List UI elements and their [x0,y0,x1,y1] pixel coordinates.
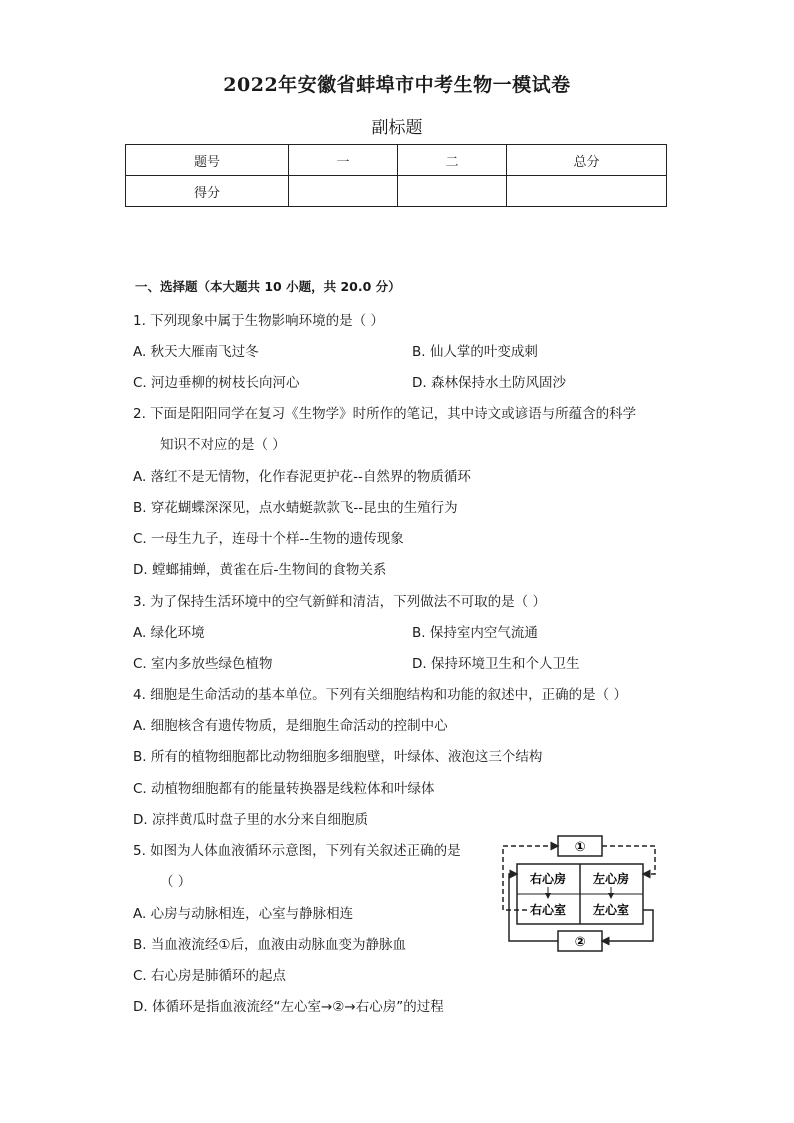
option: C. 一母生九子，连母十个样--生物的遗传现象 [133,531,404,547]
question-stem-continued: （ ） [160,874,192,890]
left-ventricle-label: 左心室 [592,903,630,917]
left-atrium-label: 左心房 [592,872,630,886]
table-cell: 总分 [507,145,667,176]
question-stem: 2. 下面是阳阳同学在复习《生物学》时所作的笔记，其中诗文或谚语与所蕴含的科学 [133,406,637,422]
option: A. 秋天大雁南飞过冬 [133,344,259,360]
table-cell: 题号 [126,145,289,176]
table-row [126,145,667,176]
score-input-cell [507,176,667,207]
option: C. 动植物细胞都有的能量转换器是线粒体和叶绿体 [133,781,435,797]
page-title: 2022年安徽省蚌埠市中考生物一模试卷 [223,74,571,96]
score-table [125,144,667,207]
option: D. 森林保持水土防风固沙 [412,375,566,391]
label-two: ② [574,935,586,950]
table-cell: 二 [398,145,507,176]
right-ventricle-label: 右心室 [529,903,567,917]
option: D. 螳螂捕蝉，黄雀在后-生物间的食物关系 [133,562,387,578]
table-cell: 得分 [126,176,289,207]
question-stem-continued: 知识不对应的是（ ） [160,437,286,453]
score-input-cell [398,176,507,207]
section-heading: 一、选择题（本大题共 10 小题，共 20.0 分） [135,279,401,294]
label-one: ① [574,840,586,855]
page-subtitle: 副标题 [371,118,423,138]
option: A. 落红不是无情物，化作春泥更护花--自然界的物质循环 [133,469,471,485]
question-stem: 3. 为了保持生活环境中的空气新鲜和清洁，下列做法不可取的是（ ） [133,594,546,610]
option: B. 当血液流经①后，血液由动脉血变为静脉血 [133,937,406,953]
option: A. 心房与动脉相连，心室与静脉相连 [133,906,354,922]
question-stem: 4. 细胞是生命活动的基本单位。下列有关细胞结构和功能的叙述中，正确的是（ ） [133,687,627,703]
option: C. 河边垂柳的树枝长向河心 [133,375,300,391]
option: D. 体循环是指血液流经“左心室→②→右心房”的过程 [133,999,444,1015]
right-atrium-label: 右心房 [529,872,567,886]
option: B. 穿花蝴蝶深深见，点水蜻蜓款款飞--昆虫的生殖行为 [133,500,458,516]
option: B. 保持室内空气流通 [412,625,538,641]
blood-circulation-diagram [497,834,661,954]
option: C. 右心房是肺循环的起点 [133,968,287,984]
option: B. 所有的植物细胞都比动物细胞多细胞壁，叶绿体、液泡这三个结构 [133,749,543,765]
option: D. 凉拌黄瓜时盘子里的水分来自细胞质 [133,812,368,828]
table-row [126,176,667,207]
option: C. 室内多放些绿色植物 [133,656,273,672]
option: B. 仙人掌的叶变成刺 [412,344,538,360]
score-input-cell [289,176,398,207]
question-stem: 5. 如图为人体血液循环示意图，下列有关叙述正确的是 [133,843,461,859]
table-cell: 一 [289,145,398,176]
option: A. 细胞核含有遗传物质，是细胞生命活动的控制中心 [133,718,448,734]
question-stem: 1. 下列现象中属于生物影响环境的是（ ） [133,313,384,329]
option: D. 保持环境卫生和个人卫生 [412,656,580,672]
option: A. 绿化环境 [133,625,205,641]
